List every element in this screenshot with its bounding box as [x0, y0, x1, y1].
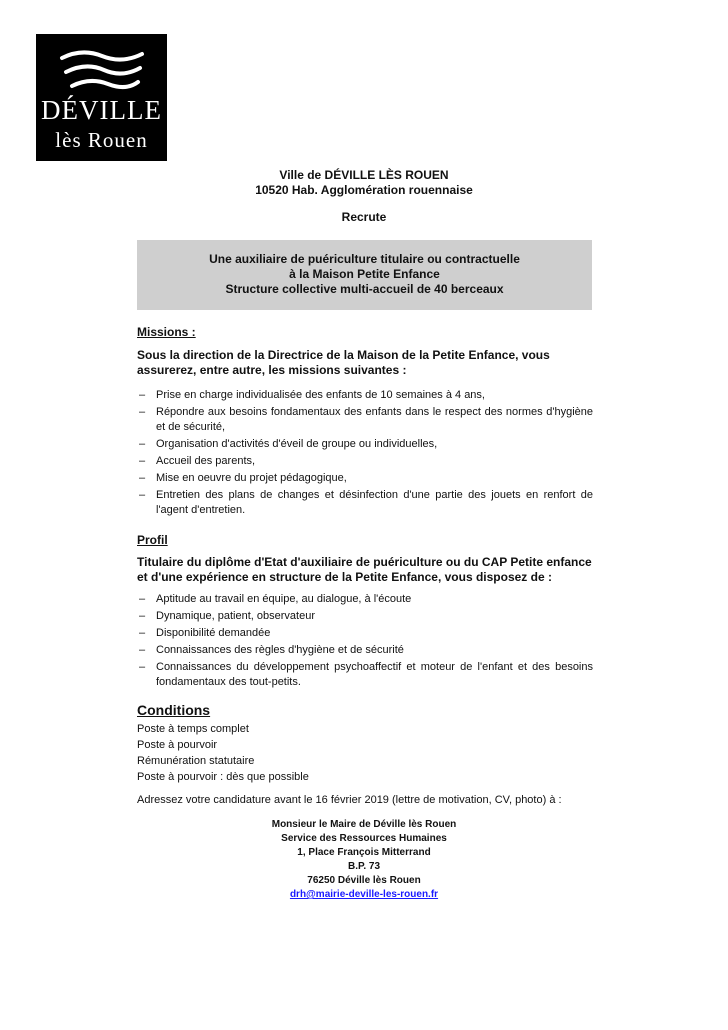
town-logo	[36, 34, 167, 161]
position-title: Une auxiliaire de puériculture titulaire ou contractuelle	[209, 252, 520, 266]
list-item: – Accueil des parents,	[137, 454, 593, 469]
list-item: – Aptitude au travail en équipe, au dialogue, à l'écoute	[137, 592, 593, 607]
profil-heading: Profil	[137, 533, 168, 547]
header-town: Ville de DÉVILLE LÈS ROUEN	[279, 168, 449, 182]
list-item: – Connaissances des règles d'hygiène et de sécurité	[137, 643, 593, 658]
position-box	[137, 240, 592, 310]
waves-icon	[58, 48, 146, 94]
list-item: – Dynamique, patient, observateur	[137, 609, 593, 624]
logo-subtitle: lès Rouen	[55, 128, 148, 152]
position-place: à la Maison Petite Enfance	[289, 267, 440, 281]
list-item: – Prise en charge individualisée des enfants de 10 semaines à 4 ans,	[137, 388, 593, 403]
header-population: 10520 Hab. Agglomération rouennaise	[255, 183, 473, 197]
address-street: 1, Place François Mitterrand	[297, 847, 431, 858]
condition-item: Poste à temps complet	[137, 723, 249, 735]
list-item: – Connaissances du développement psychoaffectif et moteur de l'enfant et des besoins fondamentaux des tout-petits.	[137, 660, 593, 690]
address-recipient: Monsieur le Maire de Déville lès Rouen	[271, 819, 457, 830]
profil-intro: Titulaire du diplôme d'Etat d'auxiliaire de puériculture ou du CAP Petite enfance et d'une expérience en structure de la Petite Enfance, vous disposez de :	[137, 555, 592, 584]
address-city: 76250 Déville lès Rouen	[307, 875, 421, 886]
condition-item: Poste à pourvoir	[137, 739, 218, 751]
header-recrute: Recrute	[341, 210, 387, 224]
position-structure: Structure collective multi-accueil de 40 berceaux	[225, 282, 504, 296]
list-item: – Répondre aux besoins fondamentaux des enfants dans le respect des normes d'hygiène et de sécurité,	[137, 405, 593, 435]
apply-instructions: Adressez votre candidature avant le 16 février 2019 (lettre de motivation, CV, photo) à :	[137, 794, 562, 806]
condition-item: Rémunération statutaire	[137, 755, 255, 767]
address-service: Service des Ressources Humaines	[281, 833, 447, 844]
list-item: – Entretien des plans de changes et désinfection d'une partie des jouets en renfort de l'agent d'entretien.	[137, 488, 593, 518]
missions-intro: Sous la direction de la Directrice de la Maison de la Petite Enfance, vous assurerez, entre autre, les missions suivantes :	[137, 348, 550, 377]
list-item: – Disponibilité demandée	[137, 626, 593, 641]
list-item: – Mise en oeuvre du projet pédagogique,	[137, 471, 593, 486]
contact-address	[0, 818, 728, 902]
missions-heading: Missions :	[137, 325, 196, 339]
profil-list	[137, 592, 593, 692]
list-item: – Organisation d'activités d'éveil de groupe ou individuelles,	[137, 437, 593, 452]
conditions-heading: Conditions	[137, 702, 211, 718]
missions-list	[137, 388, 593, 520]
email-link[interactable]: drh@mairie-deville-les-rouen.fr	[289, 889, 439, 900]
logo-name: DÉVILLE	[41, 95, 162, 125]
condition-item: Poste à pourvoir : dès que possible	[137, 771, 309, 783]
address-po-box: B.P. 73	[347, 861, 381, 872]
